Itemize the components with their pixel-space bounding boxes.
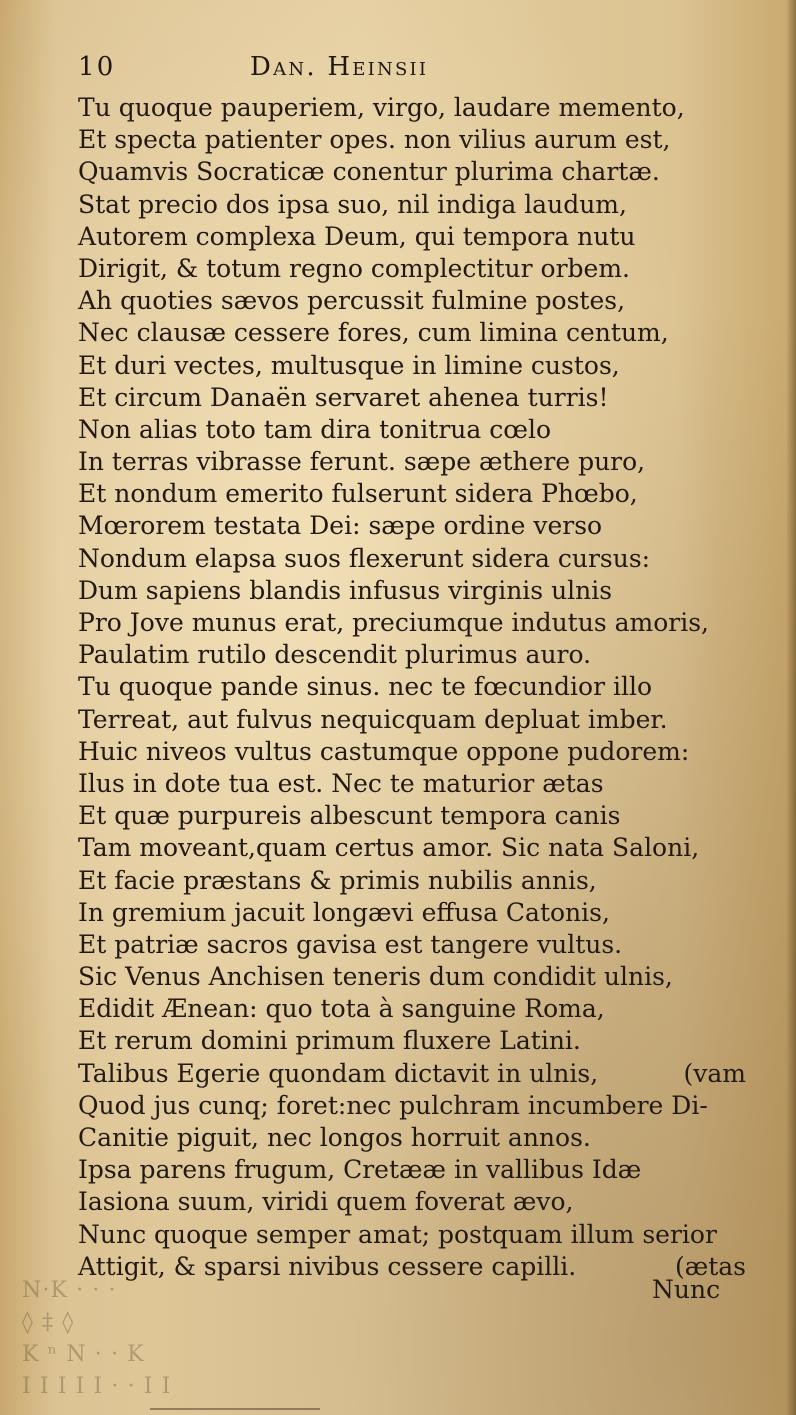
verse-line: [78, 1154, 746, 1186]
verse-line: [78, 156, 746, 188]
verse-text: Et patriæ sacros gavisa est tangere vultus.: [78, 929, 623, 959]
catchword: Nunc: [652, 1275, 721, 1304]
turnover-vam: (vam: [683, 1058, 746, 1088]
verse-text: Ah quoties sævos percussit fulmine postes,: [78, 286, 626, 316]
verse-text: Et specta patienter opes. non vilius aurum est,: [78, 125, 671, 155]
verse-text: In gremium jacuit longævi effusa Catonis,: [78, 897, 610, 927]
verse-text: Nunc quoque semper amat; postquam illum serior: [78, 1219, 717, 1249]
verse-text: Terreat, aut fulvus nequicquam depluat imber.: [78, 704, 668, 734]
verse-line: [78, 897, 746, 929]
verse-text: Dirigit, & totum regno complectitur orbem.: [78, 253, 630, 283]
verse-text: Et duri vectes, multusque in limine custos,: [78, 350, 620, 380]
page-number: 10: [78, 52, 116, 82]
verse-line: [78, 575, 746, 607]
verse-text: Tu quoque pande sinus. nec te fœcundior illo: [78, 672, 653, 702]
verse-text: Quod jus cunq; foret:nec pulchram incumbere Di-: [78, 1090, 708, 1120]
verse-line: [78, 221, 746, 253]
verse-line: [78, 607, 746, 639]
verse-line: [78, 800, 746, 832]
verse-text: Et quæ purpureis albescunt tempora canis: [78, 801, 621, 831]
verse-text: Autorem complexa Deum, qui tempora nutu: [78, 221, 636, 251]
verse-line: [78, 510, 746, 542]
verse-text: Stat precio dos ipsa suo, nil indiga laudum,: [78, 189, 627, 219]
verse-text: Quamvis Socraticæ conentur plurima chartæ.: [78, 157, 660, 187]
verse-text: Ilus in dote tua est. Nec te maturior ætas: [78, 768, 604, 798]
verse-text: Canitie piguit, nec longos horruit annos.: [78, 1123, 591, 1152]
verse-text: Tam moveant,quam certus amor. Sic nata Saloni,: [78, 833, 700, 863]
verse-line: [78, 704, 746, 736]
verse-text: Edidit Ænean: quo tota à sanguine Roma,: [78, 994, 605, 1024]
verse-line: [78, 929, 746, 961]
verse-line: [78, 1058, 746, 1090]
bleed-mark: I I I I I · · I I: [22, 1374, 172, 1399]
verse-line: [78, 253, 746, 285]
verse-line: [78, 446, 746, 478]
verse-line: [78, 350, 746, 382]
verse-text: In terras vibrasse ferunt. sæpe æthere puro,: [78, 447, 646, 477]
turnover-aetas: (ætas: [674, 1251, 746, 1281]
verse-text: Tu quoque pauperiem, virgo, laudare memento,: [78, 93, 685, 122]
verse-text: Et facie præstans & primis nubilis annis,: [78, 865, 597, 895]
verse-text: Talibus Egerie quondam dictavit in ulnis,: [78, 1058, 599, 1088]
verse-line: [78, 285, 746, 317]
verse-text: Et circum Danaën servaret ahenea turris!: [78, 382, 609, 412]
bleed-mark: N·K · · ·: [22, 1278, 117, 1303]
bleed-mark: ◊ ‡ ◊: [22, 1310, 75, 1335]
verse-text: Sic Venus Anchisen teneris dum condidit ulnis,: [78, 962, 673, 992]
running-head: Dan. Heinsii: [250, 52, 429, 82]
verse-line: [78, 478, 746, 510]
verse-line: [78, 865, 746, 897]
verse-line: [78, 1122, 746, 1154]
verse-text: Ipsa parens frugum, Cretææ in vallibus Idæ: [78, 1155, 642, 1185]
verse-line: [78, 961, 746, 993]
verse-text: Nondum elapsa suos flexerunt sidera cursus:: [78, 543, 651, 573]
verse-line: [78, 543, 746, 575]
show-through-bleed: [22, 1275, 222, 1403]
verse-text: Nec clausæ cessere fores, cum limina centum,: [78, 318, 669, 348]
verse-text: Paulatim rutilo descendit plurimus auro.: [78, 640, 592, 670]
verse-line: [78, 317, 746, 349]
verse-line: [78, 382, 746, 414]
verse-line: [78, 993, 746, 1025]
verse-line: [78, 671, 746, 703]
verse-line: [78, 832, 746, 864]
verse-line: [78, 92, 746, 124]
verse-text: Dum sapiens blandis infusus virginis ulnis: [78, 575, 613, 605]
verse-text: Pro Jove munus erat, preciumque indutus amoris,: [78, 608, 709, 637]
verse-line: [78, 1186, 746, 1218]
verse-line: [78, 1219, 746, 1251]
page-header: [78, 52, 638, 92]
verse-text: Et nondum emerito fulserunt sidera Phœbo,: [78, 479, 638, 509]
verse-text: Attigit, & sparsi nivibus cessere capilli.: [78, 1251, 577, 1281]
verse-line: [78, 1025, 746, 1057]
verse-line: [78, 768, 746, 800]
verse-text: Iasiona suum, viridi quem foverat ævo,: [78, 1187, 574, 1217]
verse-line: [78, 124, 746, 156]
poem-text: [78, 92, 746, 1283]
verse-line: [78, 414, 746, 446]
verse-line: [78, 1090, 746, 1122]
verse-text: Huic niveos vultus castumque oppone pudorem:: [78, 736, 690, 766]
bleed-mark: K ⁿ N · · K: [22, 1342, 145, 1367]
verse-line: [78, 736, 746, 768]
verse-line: [78, 189, 746, 221]
verse-text: Et rerum domini primum fluxere Latini.: [78, 1026, 581, 1056]
verse-text: Non alias toto tam dira tonitrua cœlo: [78, 414, 552, 444]
bleed-rule: [150, 1408, 320, 1410]
verse-text: Mœrorem testata Dei: sæpe ordine verso: [78, 511, 603, 541]
verse-line: [78, 639, 746, 671]
